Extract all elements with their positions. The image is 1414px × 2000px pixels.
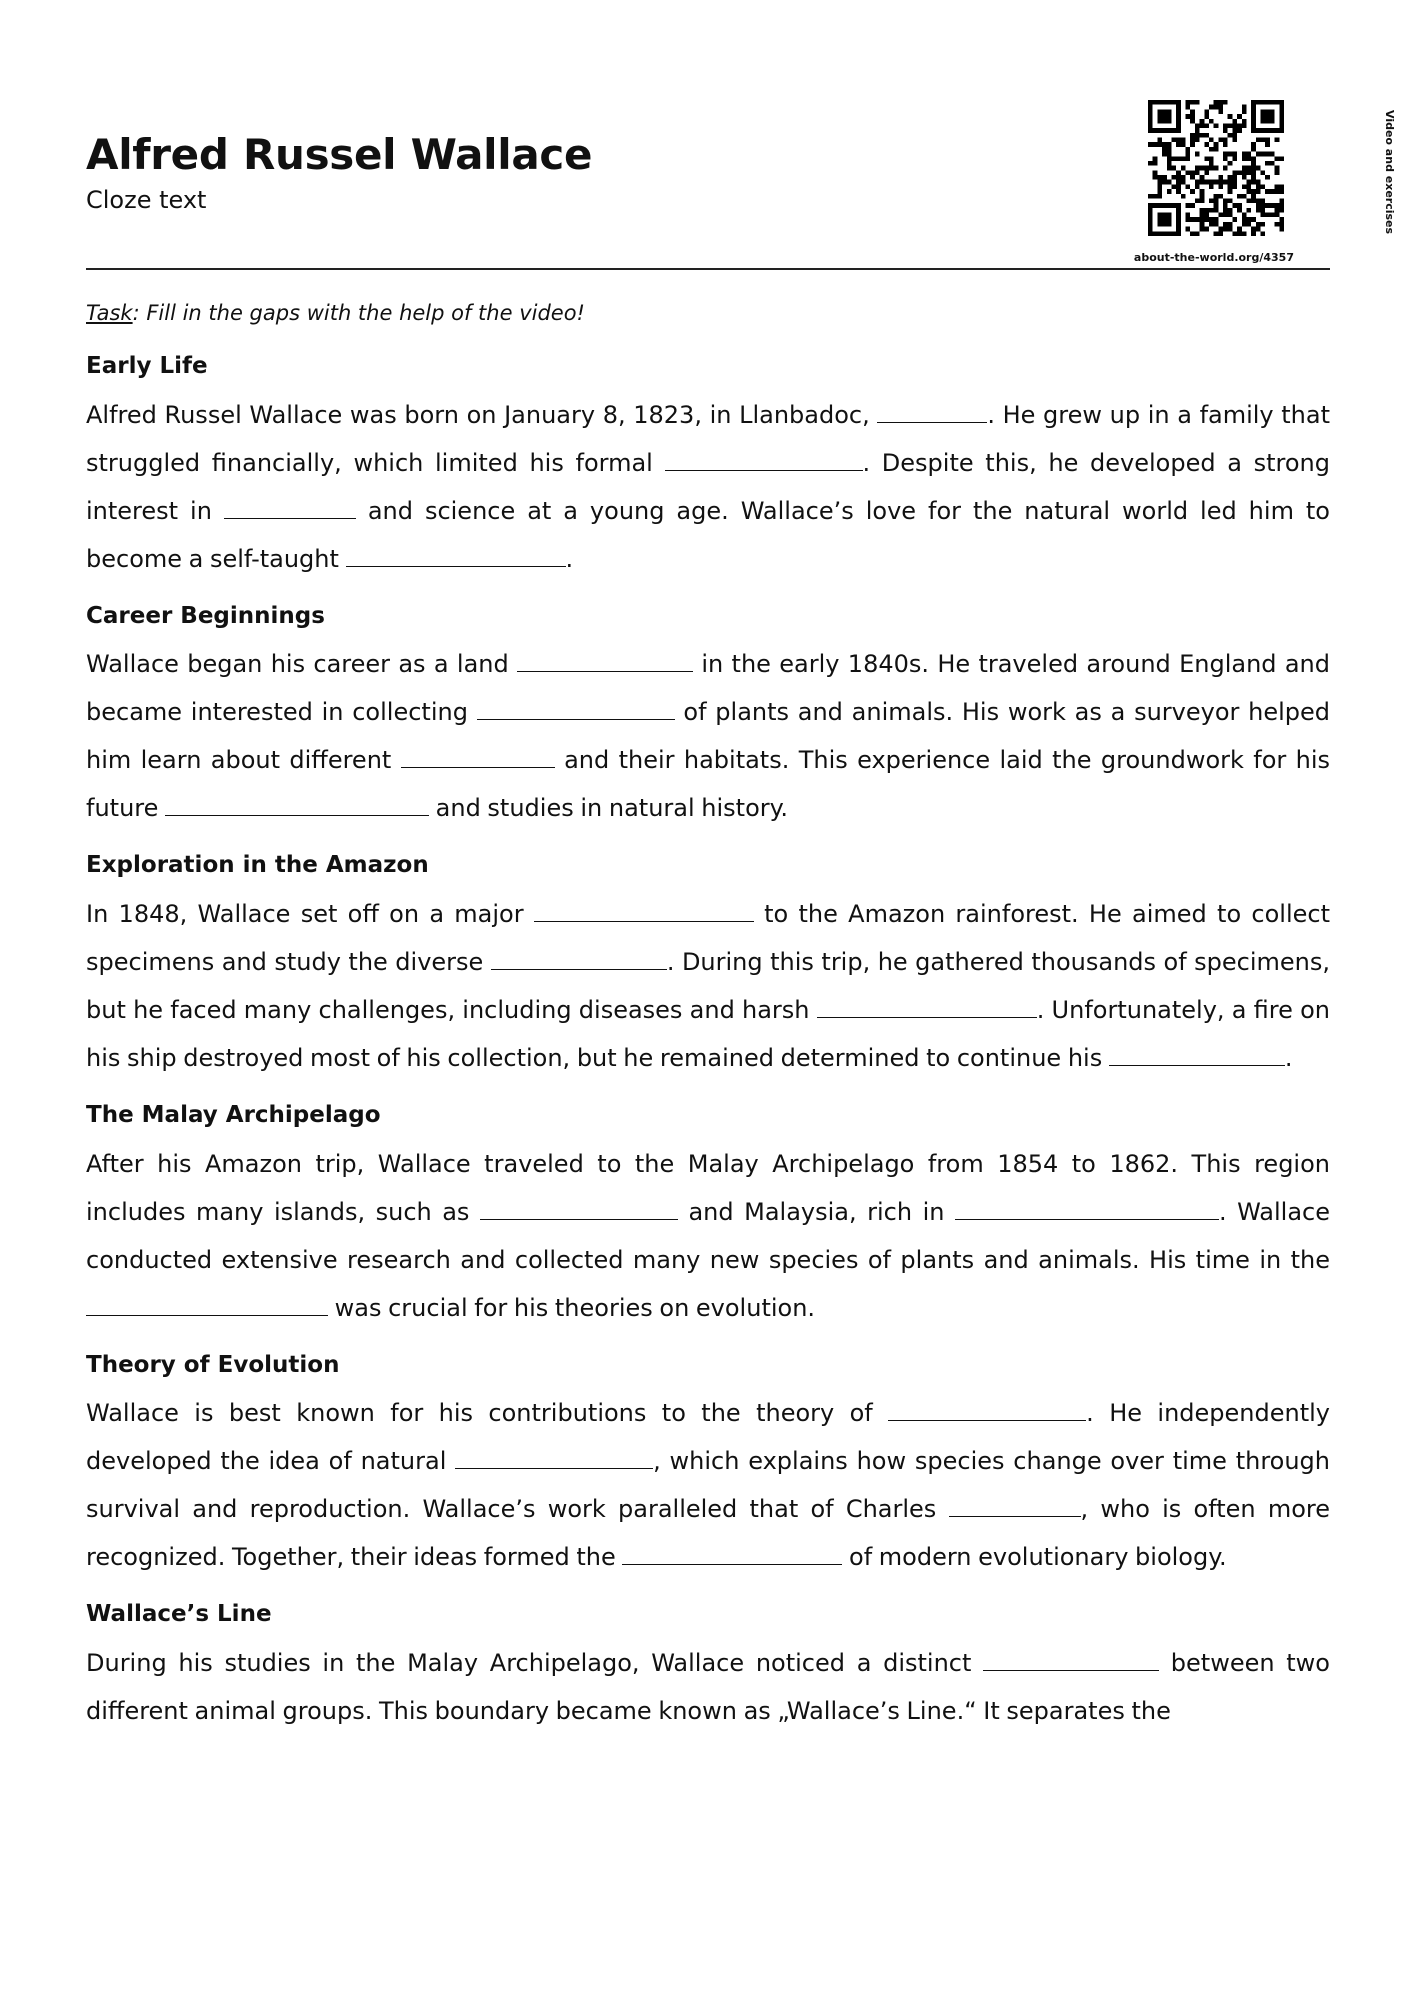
blank-gap[interactable] [401, 766, 555, 768]
section-heading: Wallace’s Line [86, 1601, 272, 1628]
blank-gap[interactable] [1109, 1064, 1285, 1066]
section [86, 353, 1330, 583]
text-segment: was crucial for his theories on evolution. [328, 1293, 816, 1322]
section-heading: Exploration in the Amazon [86, 852, 429, 879]
section [86, 852, 1330, 1082]
source-url[interactable]: about-the-world.org/4357 [1133, 251, 1294, 264]
text-segment: Wallace began his career as a land [86, 650, 518, 679]
section-heading: Theory of Evolution [86, 1351, 340, 1378]
task-label: Task [86, 301, 133, 325]
blank-gap[interactable] [817, 1016, 1037, 1018]
section [86, 1102, 1330, 1332]
task-text: : Fill in the gaps with the help of the video! [132, 301, 585, 325]
text-segment: between two different animal groups. This boundary became known as „Wallace’s Line.“ It separates the [86, 1648, 1330, 1725]
text-segment: . He grew up in a family that struggled financially, which limited his formal [86, 400, 1331, 477]
blank-gap[interactable] [877, 421, 987, 423]
text-segment: and Malaysia, rich in [677, 1197, 955, 1226]
page-subtitle: Cloze text [86, 186, 207, 214]
task-instruction [86, 300, 1330, 327]
text-segment: Wallace is best known for his contributions to the theory of [86, 1399, 889, 1428]
blank-gap[interactable] [224, 517, 356, 519]
blank-gap[interactable] [534, 920, 754, 922]
text-segment: . [565, 544, 574, 573]
section-text [86, 1389, 1330, 1581]
text-segment: and their habitats. This experience laid the groundwork for his future [86, 746, 1331, 823]
text-segment: , who is often more recognized. Together, their ideas formed the [86, 1495, 1331, 1572]
section-heading: Early Life [86, 353, 208, 380]
text-segment: . Wallace conducted extensive research and collected many new species of plants and animals. His time in the [86, 1197, 1330, 1274]
text-segment: . He independently developed the idea of natural [86, 1399, 1331, 1476]
section [86, 1352, 1330, 1582]
video-exercises-label: Video and exercises [1383, 110, 1396, 235]
text-segment: to the Amazon rainforest. He aimed to collect specimens and study the diverse [86, 900, 1330, 977]
text-segment: . [1284, 1044, 1293, 1073]
blank-gap[interactable] [949, 1515, 1081, 1517]
blank-gap[interactable] [665, 469, 863, 471]
blank-gap[interactable] [477, 718, 675, 720]
section-text [86, 391, 1330, 583]
section-text [86, 890, 1330, 1082]
section [86, 603, 1330, 833]
page-title: Alfred Russel Wallace [86, 130, 593, 179]
text-segment: of plants and animals. His work as a surveyor helped him learn about different [86, 698, 1330, 775]
worksheet-header [86, 0, 1396, 270]
text-segment: . Despite this, he developed a strong interest in [86, 448, 1330, 525]
header-divider [86, 268, 1330, 270]
blank-gap[interactable] [480, 1218, 678, 1220]
qr-code-icon[interactable] [1148, 100, 1284, 236]
section-heading: Career Beginnings [86, 602, 325, 629]
text-segment: . During this trip, he gathered thousands of specimens, but he faced many challenges, including diseases and harsh [86, 948, 1331, 1025]
section-heading: The Malay Archipelago [86, 1102, 381, 1129]
blank-gap[interactable] [888, 1419, 1086, 1421]
text-segment: , which explains how species change over time through survival and reproduction. Wallace’s work paralleled that of Charles [86, 1447, 1331, 1524]
text-segment: Alfred Russel Wallace was born on January 8, 1823, in Llanbadoc, [86, 400, 878, 429]
section-text [86, 1140, 1330, 1332]
blank-gap[interactable] [622, 1563, 842, 1565]
text-segment: and studies in natural history. [429, 794, 789, 823]
text-segment: In 1848, Wallace set off on a major [86, 900, 534, 929]
blank-gap[interactable] [165, 814, 429, 816]
blank-gap[interactable] [491, 968, 667, 970]
text-segment: During his studies in the Malay Archipelago, Wallace noticed a distinct [86, 1648, 984, 1677]
blank-gap[interactable] [517, 670, 693, 672]
section [86, 1601, 1330, 1735]
text-segment: and science at a young age. Wallace’s love for the natural world led him to become a self-taught [86, 496, 1330, 573]
text-segment: of modern evolutionary biology. [842, 1543, 1227, 1572]
blank-gap[interactable] [983, 1669, 1159, 1671]
cloze-content [86, 300, 1330, 1755]
text-segment: After his Amazon trip, Wallace traveled to the Malay Archipelago from 1854 to 1862. This region includes many islands, such as [86, 1149, 1330, 1226]
blank-gap[interactable] [955, 1218, 1219, 1220]
worksheet-page [86, 0, 1396, 2000]
blank-gap[interactable] [455, 1467, 653, 1469]
text-segment: in the early 1840s. He traveled around England and became interested in collecting [86, 650, 1330, 727]
section-text [86, 1639, 1330, 1735]
sections-container [86, 353, 1330, 1735]
text-segment: . Unfortunately, a fire on his ship destroyed most of his collection, but he remained determined to continue his [86, 996, 1330, 1073]
blank-gap[interactable] [346, 565, 566, 567]
section-text [86, 640, 1330, 832]
blank-gap[interactable] [86, 1314, 328, 1316]
